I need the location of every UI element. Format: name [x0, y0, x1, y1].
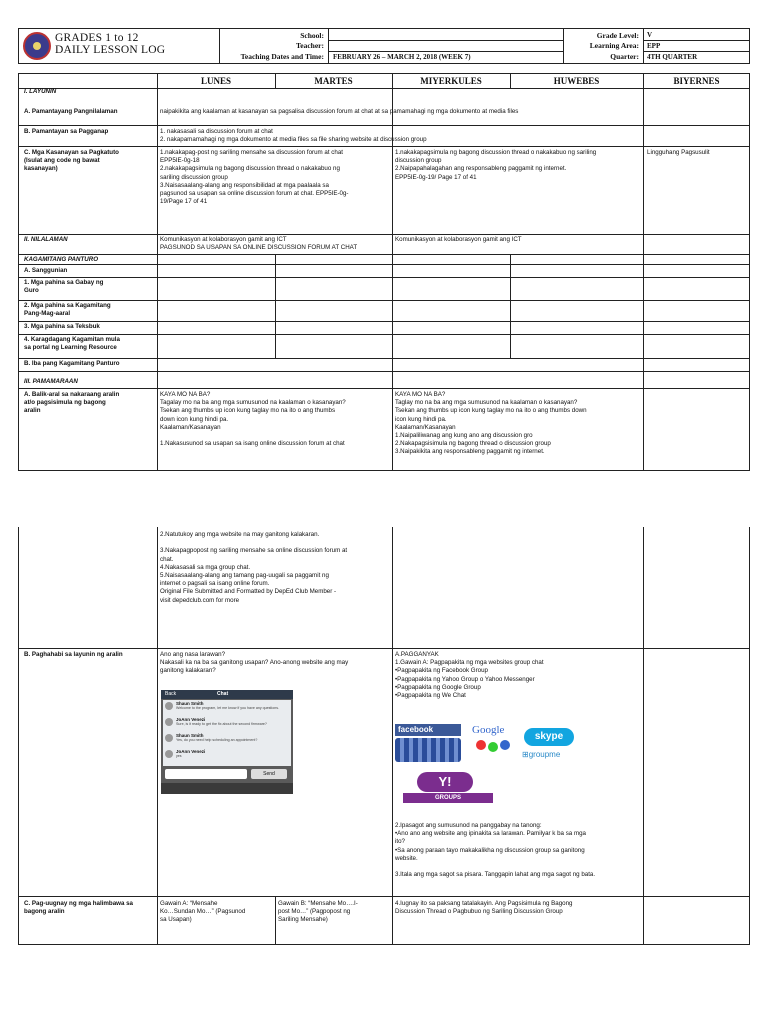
title-cell: [19, 29, 220, 63]
avatar: [165, 718, 173, 726]
text-pamantayang-pangnilalaman: naipakikita ang kaalaman at kasanayan sa pagsalisa discussion forum at chat at sa pamamahagi ng mga dokumento at media files: [160, 108, 519, 115]
text-nilalaman-miyerkules: Komunikasyon at kolaborasyon gamit ang ICT: [395, 236, 522, 243]
day-header-martes: MARTES: [314, 76, 353, 86]
text-balik-aral-lunes-continued: 2.Natutukoy ang mga website na may ganitong kalakaran. 3.Nakapagpopost ng sariling mensahe sa online discussion forum at chat. 4.Nakasasali sa mga group chat. 5.Naisasaalang-alang ang tamang pag-uugali sa paggamit ng internet o pagsali sa isang online forum. Original File Submitted and Formatted by DepEd Club Member - visit depedclub.com for more: [160, 531, 348, 604]
yahoo-icon: Y!: [417, 772, 473, 792]
skype-groupme-logo: [522, 728, 580, 764]
text-gabay-na-tanong: 2.Ipasagot ang sumusunod na panggabay na tanong: •Ano ano ang website ang ipinakita sa larawan. Pamilyar k ba sa mga ito? •Sa anong paraan tayo makakalikha ng discussion group sa ganitong website. 3.Itala ang mga sagot sa pisara. Tanggapin lahat ang mga sagot ng bata.: [395, 822, 596, 879]
avatar: [165, 734, 173, 742]
info-field-box: [328, 29, 564, 63]
grade-value: V: [647, 31, 653, 39]
text-balik-aral-lunes: KAYA MO NA BA? Tagalay mo na ba ang mga sumusunod na kaalaman o kasanayan? Tsekan ang thumbs up icon kung taglay mo na ito o ang thumbs down icon kung hindi pa. Kaalaman/Kasanayan 1.Nakasusunod sa usapan sa isang online discussion forum at chat: [160, 391, 346, 448]
grade-box: [643, 29, 750, 63]
school-label: School:: [300, 31, 324, 40]
google-wordmark: Google: [472, 724, 505, 736]
chat-app-screenshot: [161, 690, 293, 794]
avatar: [165, 702, 173, 710]
section-kagamitang-panturo: KAGAMITANG PANTURO: [24, 256, 99, 263]
text-pag-uugnay-miyerkules: 4.Iugnay ito sa paksang tatalakayin. Ang Pagsisimula ng Bagong Discussion Thread o Pagbubuo ng Sariling Discussion Group: [395, 900, 573, 916]
label-iba-pang-kagamitan: B. Iba pang Kagamitang Panturo: [24, 360, 120, 367]
text-kasanayan-miyerkules: 1.nakakapagsimula ng bagong discussion thread o nakakabuo ng sariling discussion group 2.Naipapahalagahan ang responsableng paggamit ng internet. EPP5IE-0g-19/ Page 17 of 41: [395, 149, 597, 181]
header-table: [18, 28, 750, 64]
chat-title: Chat: [217, 691, 229, 697]
quarter-value: 4TH QUARTER: [647, 53, 698, 61]
google-groups-icon: [476, 740, 486, 750]
teacher-label: Teacher:: [295, 41, 324, 50]
groupme-wordmark: ⊞groupme: [522, 750, 561, 759]
chat-send-button: Send: [251, 769, 287, 779]
log-title: [55, 32, 165, 56]
text-gawain-a: Gawain A: “Mensahe Ko…Sundan Mo…” (Pagsunod sa Usapan): [160, 900, 246, 924]
skype-wordmark: skype: [524, 728, 574, 746]
title-line-1: GRADES 1 to 12: [55, 32, 139, 44]
facebook-logo: [395, 724, 461, 764]
text-paghahabi-lunes: Ano ang nasa larawan? Nakasali ka na ba sa ganitong usapan? Ano-anong website ang may ganitong kalakaran?: [160, 651, 349, 675]
chat-message-text: yes: [176, 754, 182, 758]
chat-message-text: Welcome to the program, let me know if you have any questions.: [176, 706, 280, 710]
area-value: EPP: [647, 42, 661, 50]
avatar: [165, 750, 173, 758]
text-nilalaman-lunes: Komunikasyon at kolaborasyon gamit ang ICT PAGSUNOD SA USAPAN SA ONLINE DISCUSSION FORUM AT CHAT: [160, 236, 358, 252]
chat-tab-bar: [161, 783, 293, 794]
label-teksbuk: 3. Mga pahina sa Teksbuk: [24, 323, 100, 330]
label-paghahabi: B. Paghahabi sa layunin ng aralin: [24, 651, 123, 658]
chat-message-text: Yes, do you need help scheduling an appointment?: [176, 738, 258, 742]
people-group-icon: [395, 738, 461, 762]
label-mga-kasanayan: C. Mga Kasanayan sa Pagkatuto (Isulat ang code ng bawat kasanayan): [24, 149, 119, 173]
day-header-huwebes: HUWEBES: [553, 76, 600, 86]
dates-value: FEBRUARY 26 – MARCH 2, 2018 (WEEK 7): [333, 53, 471, 61]
text-pamantayan-sa-pagganap: 1. nakasasali sa discussion forum at chat 2. nakapamamahagi ng mga dokumento at media files sa file sharing website at discussion group: [160, 128, 427, 144]
groups-wordmark: GROUPS: [403, 793, 493, 803]
chat-header: [161, 690, 293, 699]
text-kasanayan-lunes: 1.nakakapag-post ng sariling mensahe sa discussion forum at chat EPP5IE-0g-18 2.nakakapagsimula ng bagong discussion thread o nakakabuo ng sariling discussion group 3.Naisasaalang-alang ang responsibilidad at mga paalaala sa pagsunod sa usapan sa online discussion forum at chat. EPP5IE-0g- 19/Page 17 of 41: [160, 149, 349, 206]
text-balik-aral-miyerkules: KAYA MO NA BA? Taglay mo na ba ang mga sumusunod na kaalaman o kasanayan? Tsekan ang thumbs up icon kung taglay mo na ito o ang thumbs down icon kung hindi pa. Kaalaman/Kasanayan 1.Naipaliliwanag ang kung ano ang discussion gro 2.Nakapagsisimula ng bagong thread o discussion group 3.Naipakikita ang responsableng paggamit ng internet.: [395, 391, 587, 456]
deped-seal-icon: [23, 32, 51, 60]
facebook-wordmark: facebook: [395, 724, 461, 736]
chat-message-sender: Shaun Smith: [176, 701, 204, 706]
section-pamamaraan: III. PAMAMARAAN: [24, 378, 78, 385]
title-line-2: DAILY LESSON LOG: [55, 44, 166, 56]
label-pamantayan-sa-pagganap: B. Pamantayan sa Pagganap: [24, 128, 109, 135]
chat-message-text: Sure, is it ready to get the fix about the second firmware?: [176, 722, 267, 726]
label-kagamitang-pang-mag-aaral: 2. Mga pahina sa Kagamitang Pang-Mag-aaral: [24, 302, 111, 318]
day-header-lunes: LUNES: [200, 76, 231, 86]
section-nilalaman: II. NILALAMAN: [24, 236, 68, 243]
chat-message-sender: JoAnn Venezi: [176, 717, 206, 722]
text-pagganyak-miyerkules: A.PAGGANYAK 1.Gawain A: Pagpapakita ng mga websites group chat •Pagpapakita ng Facebook Group •Pagpapakita ng Yahoo Group o Yahoo Messenger •Pagpapakita ng Google Group •Pagpapakita ng We Chat: [395, 651, 544, 700]
quarter-label: Quarter:: [610, 52, 639, 61]
text-kasanayan-biyernes: Lingguhang Pagsusulit: [647, 149, 710, 156]
area-label: Learning Area:: [589, 41, 639, 50]
label-gabay-ng-guro: 1. Mga pahina sa Gabay ng Guro: [24, 279, 104, 295]
chat-message-sender: JoAnn Venezi: [176, 749, 206, 754]
day-header-biyernes: BIYERNES: [673, 76, 720, 86]
label-pag-uugnay: C. Pag-uugnay ng mga halimbawa sa bagong aralin: [24, 900, 133, 916]
grade-label: Grade Level:: [596, 31, 639, 40]
label-pamantayang-pangnilalaman: A. Pamantayang Pangnilalaman: [24, 108, 118, 115]
groupme-icon: ⊞: [522, 750, 529, 759]
chat-input: [165, 769, 247, 779]
chat-message-sender: Shaun Smith: [176, 733, 204, 738]
chat-back-label: Back: [165, 691, 177, 697]
label-sanggunian: A. Sanggunian: [24, 267, 68, 274]
section-layunin: I. LAYUNIN: [24, 88, 57, 95]
google-logo: [468, 724, 518, 764]
label-karagdagang-kagamitan: 4. Karagdagang Kagamitan mula sa portal ng Learning Resource: [24, 336, 120, 352]
chat-message-list: [163, 700, 291, 766]
day-header-miyerkules: MIYERKULES: [420, 76, 482, 86]
label-balik-aral: A. Balik-aral sa nakaraang aralin at/o pagsisimula ng bagong aralin: [24, 391, 120, 415]
text-gawain-b: Gawain B: “Mensahe Mo….I- post Mo…” (Pagpopost ng Sariling Mensahe): [278, 900, 358, 924]
yahoo-groups-logo: [403, 772, 493, 804]
dates-label: Teaching Dates and Time:: [240, 52, 324, 61]
